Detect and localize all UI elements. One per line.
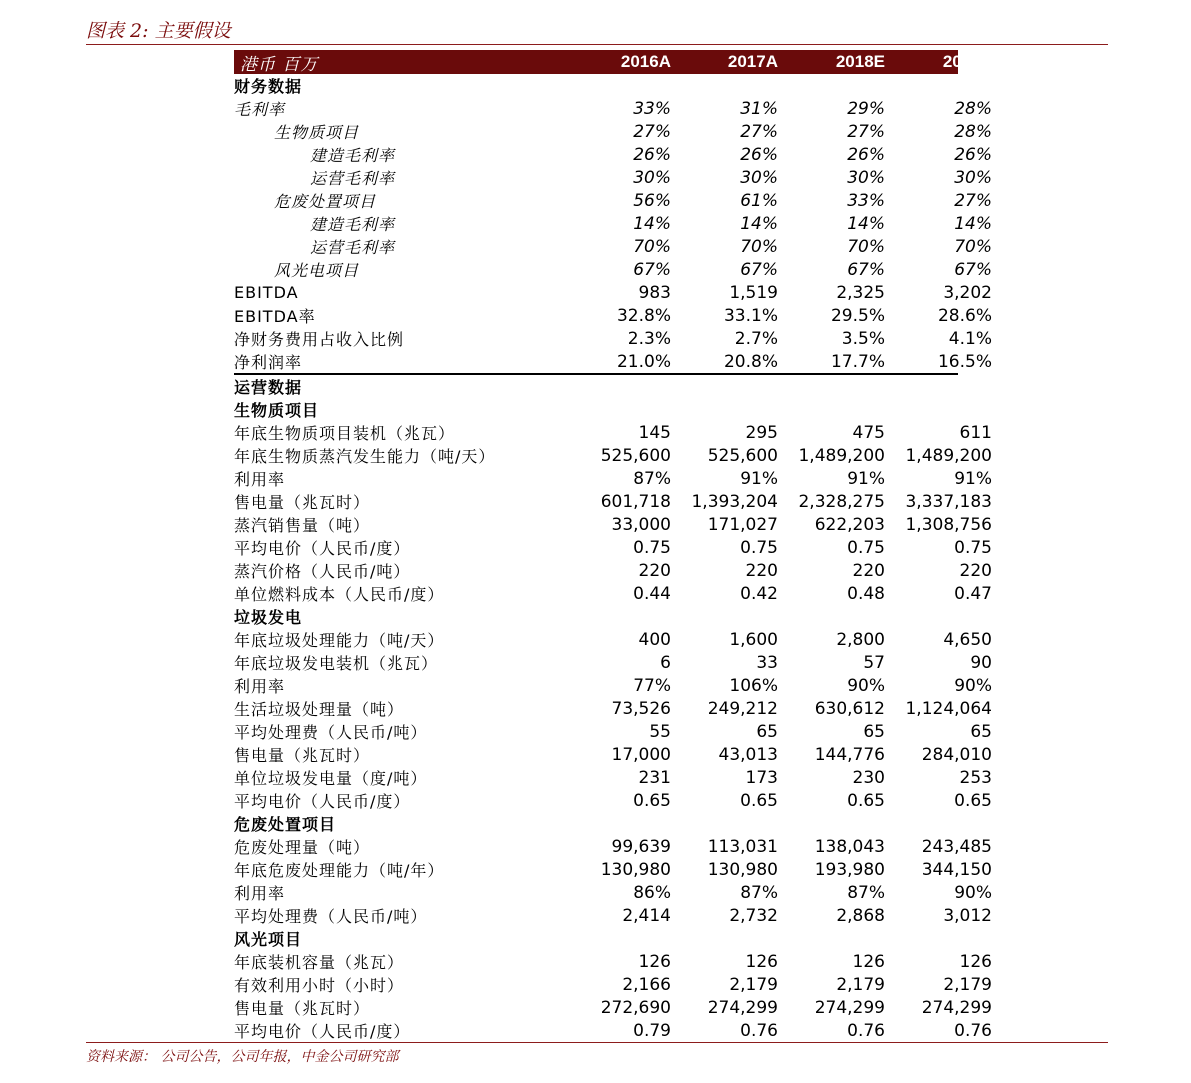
table-row xyxy=(234,789,992,812)
cell-value: 249,212 xyxy=(707,698,778,719)
section-row xyxy=(234,74,958,97)
cell-value: 32.8% xyxy=(616,305,671,326)
cell-value: 0.65 xyxy=(740,790,778,811)
cell-value: 65 xyxy=(970,721,992,742)
row-label: 建造毛利率 xyxy=(310,215,396,234)
table-row xyxy=(234,674,992,697)
row-label: 平均处理费（人民币/吨） xyxy=(234,907,428,926)
cell-value: 30% xyxy=(954,167,992,188)
cell-value: 31% xyxy=(740,98,778,119)
cell-value: 14% xyxy=(847,213,885,234)
cell-value: 611 xyxy=(959,422,992,443)
row-label: 平均电价（人民币/度） xyxy=(234,539,411,558)
row-label: 危废处理量（吨） xyxy=(234,838,371,857)
table-row xyxy=(234,490,992,513)
cell-value: 0.75 xyxy=(847,537,885,558)
cell-value: 220 xyxy=(959,560,992,581)
cell-value: 1,519 xyxy=(729,282,778,303)
cell-value: 57 xyxy=(863,652,885,673)
cell-value: 0.47 xyxy=(954,583,992,604)
cell-value: 91% xyxy=(847,468,885,489)
cell-value: 28% xyxy=(954,121,992,142)
table-row xyxy=(234,881,992,904)
cell-value: 29% xyxy=(847,98,885,119)
table-row xyxy=(234,421,992,444)
row-label: 年底垃圾发电装机（兆瓦） xyxy=(234,654,439,673)
table-row xyxy=(234,281,992,304)
bottom-rule xyxy=(86,1042,1108,1043)
cell-value: 0.79 xyxy=(633,1020,671,1041)
table-row xyxy=(234,766,992,789)
cell-value: 27% xyxy=(633,121,671,142)
cell-value: 33 xyxy=(756,652,778,673)
cell-value: 145 xyxy=(638,422,671,443)
cell-value: 26% xyxy=(847,144,885,165)
cell-value: 284,010 xyxy=(921,744,992,765)
cell-value: 231 xyxy=(638,767,671,788)
row-label: 净利润率 xyxy=(234,353,303,372)
cell-value: 33% xyxy=(847,190,885,211)
section-row xyxy=(234,373,958,398)
row-label: 毛利率 xyxy=(234,100,286,119)
cell-value: 33% xyxy=(633,98,671,119)
cell-value: 2,732 xyxy=(729,905,778,926)
cell-value: 630,612 xyxy=(814,698,885,719)
row-label: 危废处置项目 xyxy=(234,815,337,834)
cell-value: 130,980 xyxy=(707,859,778,880)
cell-value: 30% xyxy=(633,167,671,188)
cell-value: 4,650 xyxy=(943,629,992,650)
row-label: 建造毛利率 xyxy=(310,146,396,165)
cell-value: 43,013 xyxy=(718,744,778,765)
table-row xyxy=(234,628,992,651)
row-label: 利用率 xyxy=(234,884,286,903)
cell-value: 0.76 xyxy=(847,1020,885,1041)
cell-value: 525,600 xyxy=(600,445,671,466)
table-row xyxy=(234,350,992,373)
row-label: 平均处理费（人民币/吨） xyxy=(234,723,428,742)
assumptions-table xyxy=(234,50,992,1043)
row-label: 有效利用小时（小时） xyxy=(234,976,405,995)
cell-value: 3.5% xyxy=(841,328,885,349)
cell-value: 33,000 xyxy=(611,514,671,535)
cell-value: 65 xyxy=(863,721,885,742)
cell-value: 475 xyxy=(852,422,885,443)
table-row xyxy=(234,835,992,858)
cell-value: 67% xyxy=(633,259,671,280)
cell-value: 30% xyxy=(847,167,885,188)
row-label: 利用率 xyxy=(234,677,286,696)
table-row xyxy=(234,697,992,720)
year-header: 2019E xyxy=(942,52,992,71)
row-label: 单位燃料成本（人民币/度） xyxy=(234,585,445,604)
cell-value: 0.48 xyxy=(847,583,885,604)
cell-value: 0.65 xyxy=(847,790,885,811)
cell-value: 29.5% xyxy=(830,305,885,326)
cell-value: 27% xyxy=(954,190,992,211)
cell-value: 3,337,183 xyxy=(905,491,992,512)
cell-value: 106% xyxy=(729,675,778,696)
row-label: 运营毛利率 xyxy=(310,169,396,188)
cell-value: 2,868 xyxy=(836,905,885,926)
cell-value: 400 xyxy=(638,629,671,650)
cell-value: 61% xyxy=(740,190,778,211)
cell-value: 90 xyxy=(970,652,992,673)
cell-value: 130,980 xyxy=(600,859,671,880)
cell-value: 99,639 xyxy=(611,836,671,857)
cell-value: 67% xyxy=(740,259,778,280)
row-label: 风光电项目 xyxy=(274,261,360,280)
cell-value: 20.8% xyxy=(723,351,778,372)
cell-value: 344,150 xyxy=(921,859,992,880)
row-label: 平均电价（人民币/度） xyxy=(234,792,411,811)
table-row xyxy=(234,858,992,881)
year-header: 2018E xyxy=(835,52,885,71)
cell-value: 21.0% xyxy=(616,351,671,372)
table-row xyxy=(234,743,992,766)
cell-value: 77% xyxy=(633,675,671,696)
row-label: 财务数据 xyxy=(234,77,303,96)
cell-value: 1,393,204 xyxy=(691,491,778,512)
cell-value: 230 xyxy=(852,767,885,788)
cell-value: 622,203 xyxy=(814,514,885,535)
cell-value: 65 xyxy=(756,721,778,742)
sub-row xyxy=(234,398,958,421)
cell-value: 4.1% xyxy=(948,328,992,349)
cell-value: 67% xyxy=(954,259,992,280)
source-note: 资料来源： 公司公告，公司年报，中金公司研究部 xyxy=(86,1049,399,1065)
cell-value: 1,124,064 xyxy=(905,698,992,719)
table-row xyxy=(234,582,992,605)
cell-value: 6 xyxy=(660,652,671,673)
table-row xyxy=(234,212,992,235)
table-row xyxy=(234,327,992,350)
cell-value: 983 xyxy=(638,282,671,303)
table-row xyxy=(234,720,992,743)
cell-value: 2.7% xyxy=(734,328,778,349)
table-row xyxy=(234,904,992,927)
cell-value: 2,179 xyxy=(836,974,885,995)
cell-value: 91% xyxy=(740,468,778,489)
row-label: 危废处置项目 xyxy=(274,192,377,211)
cell-value: 220 xyxy=(852,560,885,581)
cell-value: 0.75 xyxy=(740,537,778,558)
cell-value: 274,299 xyxy=(707,997,778,1018)
table-row xyxy=(234,513,992,536)
table-row xyxy=(234,143,992,166)
table-body xyxy=(234,74,992,1043)
row-label: 单位垃圾发电量（度/吨） xyxy=(234,769,428,788)
cell-value: 90% xyxy=(847,675,885,696)
table-row xyxy=(234,97,992,120)
table-row xyxy=(234,258,992,281)
cell-value: 14% xyxy=(633,213,671,234)
table-row xyxy=(234,950,992,973)
cell-value: 70% xyxy=(954,236,992,257)
table-row xyxy=(234,166,992,189)
table-row xyxy=(234,467,992,490)
cell-value: 56% xyxy=(633,190,671,211)
cell-value: 26% xyxy=(740,144,778,165)
cell-value: 14% xyxy=(954,213,992,234)
cell-value: 601,718 xyxy=(600,491,671,512)
cell-value: 220 xyxy=(638,560,671,581)
cell-value: 173 xyxy=(745,767,778,788)
cell-value: 73,526 xyxy=(611,698,671,719)
cell-value: 193,980 xyxy=(814,859,885,880)
cell-value: 0.42 xyxy=(740,583,778,604)
cell-value: 30% xyxy=(740,167,778,188)
cell-value: 87% xyxy=(633,468,671,489)
row-label: 年底生物质项目装机（兆瓦） xyxy=(234,424,456,443)
cell-value: 0.75 xyxy=(954,537,992,558)
cell-value: 0.75 xyxy=(633,537,671,558)
cell-value: 0.65 xyxy=(633,790,671,811)
sub-row xyxy=(234,812,958,835)
cell-value: 126 xyxy=(852,951,885,972)
row-label: 年底危废处理能力（吨/年） xyxy=(234,861,445,880)
row-label: 年底装机容量（兆瓦） xyxy=(234,953,405,972)
table-row xyxy=(234,973,992,996)
cell-value: 27% xyxy=(740,121,778,142)
cell-value: 0.76 xyxy=(740,1020,778,1041)
cell-value: 70% xyxy=(847,236,885,257)
row-label: 平均电价（人民币/度） xyxy=(234,1022,411,1041)
cell-value: 126 xyxy=(638,951,671,972)
cell-value: 27% xyxy=(847,121,885,142)
table-row xyxy=(234,651,992,674)
table-row xyxy=(234,444,992,467)
row-label: 运营数据 xyxy=(234,378,303,397)
cell-value: 295 xyxy=(745,422,778,443)
cell-value: 144,776 xyxy=(814,744,885,765)
cell-value: 87% xyxy=(847,882,885,903)
cell-value: 2,166 xyxy=(622,974,671,995)
cell-value: 1,489,200 xyxy=(798,445,885,466)
cell-value: 253 xyxy=(959,767,992,788)
cell-value: 274,299 xyxy=(921,997,992,1018)
table-row xyxy=(234,536,992,559)
cell-value: 28.6% xyxy=(937,305,992,326)
cell-value: 26% xyxy=(633,144,671,165)
row-label: 风光项目 xyxy=(234,930,303,949)
cell-value: 2,328,275 xyxy=(798,491,885,512)
table-row xyxy=(234,120,992,143)
cell-value: 70% xyxy=(740,236,778,257)
row-label: 售电量（兆瓦时） xyxy=(234,999,371,1018)
unit-label: 港币 百万 xyxy=(240,54,319,75)
cell-value: 91% xyxy=(954,468,992,489)
row-label: 售电量（兆瓦时） xyxy=(234,746,371,765)
cell-value: 3,202 xyxy=(943,282,992,303)
cell-value: 86% xyxy=(633,882,671,903)
cell-value: 90% xyxy=(954,882,992,903)
row-label: 蒸汽销售量（吨） xyxy=(234,516,371,535)
row-label: EBITDA率 xyxy=(234,307,316,326)
table-row xyxy=(234,559,992,582)
row-label: 蒸汽价格（人民币/吨） xyxy=(234,562,411,581)
table-row xyxy=(234,304,992,327)
cell-value: 90% xyxy=(954,675,992,696)
row-label: 生物质项目 xyxy=(234,401,320,420)
top-rule xyxy=(86,44,1108,45)
cell-value: 2,414 xyxy=(622,905,671,926)
cell-value: 113,031 xyxy=(707,836,778,857)
cell-value: 525,600 xyxy=(707,445,778,466)
cell-value: 67% xyxy=(847,259,885,280)
cell-value: 274,299 xyxy=(814,997,885,1018)
cell-value: 28% xyxy=(954,98,992,119)
row-label: 年底生物质蒸汽发生能力（吨/天） xyxy=(234,447,496,466)
sub-row xyxy=(234,605,958,628)
cell-value: 126 xyxy=(745,951,778,972)
cell-value: 26% xyxy=(954,144,992,165)
row-label: 年底垃圾处理能力（吨/天） xyxy=(234,631,445,650)
cell-value: 70% xyxy=(633,236,671,257)
year-header: 2016A xyxy=(620,52,671,71)
cell-value: 17,000 xyxy=(611,744,671,765)
cell-value: 87% xyxy=(740,882,778,903)
cell-value: 3,012 xyxy=(943,905,992,926)
table-row xyxy=(234,189,992,212)
sub-row xyxy=(234,927,958,950)
row-label: 利用率 xyxy=(234,470,286,489)
cell-value: 220 xyxy=(745,560,778,581)
figure-title: 图表 2: 主要假设 xyxy=(86,20,231,42)
cell-value: 0.76 xyxy=(954,1020,992,1041)
cell-value: 243,485 xyxy=(921,836,992,857)
row-label: 垃圾发电 xyxy=(234,608,303,627)
cell-value: 1,489,200 xyxy=(905,445,992,466)
cell-value: 17.7% xyxy=(830,351,885,372)
table-header-row xyxy=(234,50,992,75)
cell-value: 55 xyxy=(649,721,671,742)
cell-value: 171,027 xyxy=(707,514,778,535)
cell-value: 1,600 xyxy=(729,629,778,650)
table-row xyxy=(234,235,992,258)
cell-value: 2,179 xyxy=(729,974,778,995)
cell-value: 2,800 xyxy=(836,629,885,650)
table-row xyxy=(234,996,992,1019)
cell-value: 2,325 xyxy=(836,282,885,303)
cell-value: 0.65 xyxy=(954,790,992,811)
row-label: 生物质项目 xyxy=(274,123,360,142)
row-label: 运营毛利率 xyxy=(310,238,396,257)
row-label: 售电量（兆瓦时） xyxy=(234,493,371,512)
cell-value: 0.44 xyxy=(633,583,671,604)
cell-value: 2,179 xyxy=(943,974,992,995)
row-label: EBITDA xyxy=(234,283,299,302)
cell-value: 126 xyxy=(959,951,992,972)
cell-value: 272,690 xyxy=(600,997,671,1018)
cell-value: 16.5% xyxy=(937,351,992,372)
table-row xyxy=(234,1019,992,1043)
cell-value: 138,043 xyxy=(814,836,885,857)
row-label: 净财务费用占收入比例 xyxy=(234,330,405,349)
year-header: 2017A xyxy=(727,52,778,71)
cell-value: 14% xyxy=(740,213,778,234)
cell-value: 1,308,756 xyxy=(905,514,992,535)
cell-value: 2.3% xyxy=(627,328,671,349)
cell-value: 33.1% xyxy=(723,305,778,326)
row-label: 生活垃圾处理量（吨） xyxy=(234,700,405,719)
